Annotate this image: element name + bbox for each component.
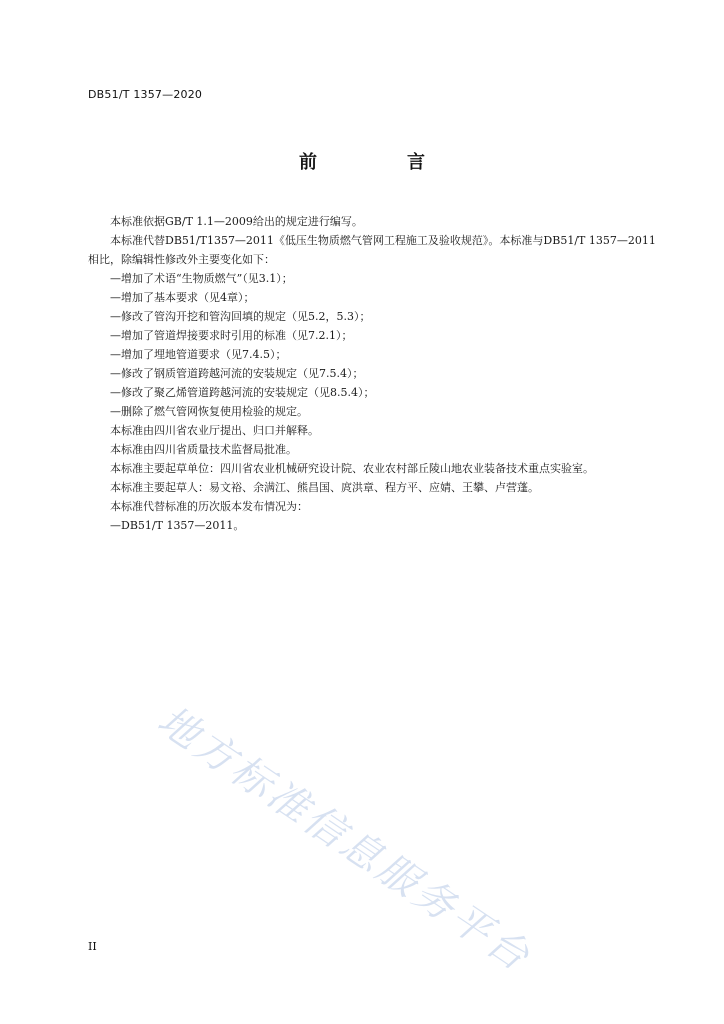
paragraph-replacement: 本标准代替DB51/T1357—2011《低压生物质燃气管网工程施工及验收规范》。本标准与DB51/T 1357—2011相比，除编辑性修改外主要变化如下： (88, 234, 656, 266)
paragraph-drafting-units: 本标准主要起草单位：四川省农业机械研究设计院、农业农村部丘陵山地农业装备技术重点实验室。 (110, 462, 594, 475)
change-item: —修改了聚乙烯管道跨越河流的安装规定（见8.5.4）； (110, 386, 375, 399)
paragraph-drafters: 本标准主要起草人：易文裕、余满江、熊昌国、庹洪章、程方平、应婧、王攀、卢营蓬。 (110, 481, 539, 494)
foreword-body (88, 212, 660, 535)
change-item: —增加了管道焊接要求时引用的标准（见7.2.1）； (110, 329, 353, 342)
standard-code: DB51/T 1357—2020 (88, 88, 203, 101)
page-number: II (88, 940, 97, 953)
paragraph-approver: 本标准由四川省质量技术监督局批准。 (110, 443, 297, 456)
paragraph-basis: 本标准依据GB/T 1.1—2009给出的规定进行编写。 (110, 215, 363, 228)
history-item: —DB51/T 1357—2011。 (110, 519, 245, 532)
change-item: —增加了埋地管道要求（见7.4.5）； (110, 348, 287, 361)
change-item: —修改了钢质管道跨越河流的安装规定（见7.5.4）； (110, 367, 364, 380)
page-title: 前 言 (299, 152, 461, 173)
paragraph-history: 本标准代替标准的历次版本发布情况为： (110, 500, 308, 513)
change-item: —增加了基本要求（见4章）； (110, 291, 255, 304)
paragraph-proposer: 本标准由四川省农业厅提出、归口并解释。 (110, 424, 319, 437)
change-item: —增加了术语“生物质燃气”（见3.1）； (110, 272, 293, 285)
change-item: —修改了管沟开挖和管沟回填的规定（见5.2，5.3）； (110, 310, 371, 323)
watermark-text: 地方标准信息服务平台 (149, 697, 540, 982)
change-item: —删除了燃气管网恢复使用检验的规定。 (110, 405, 308, 418)
